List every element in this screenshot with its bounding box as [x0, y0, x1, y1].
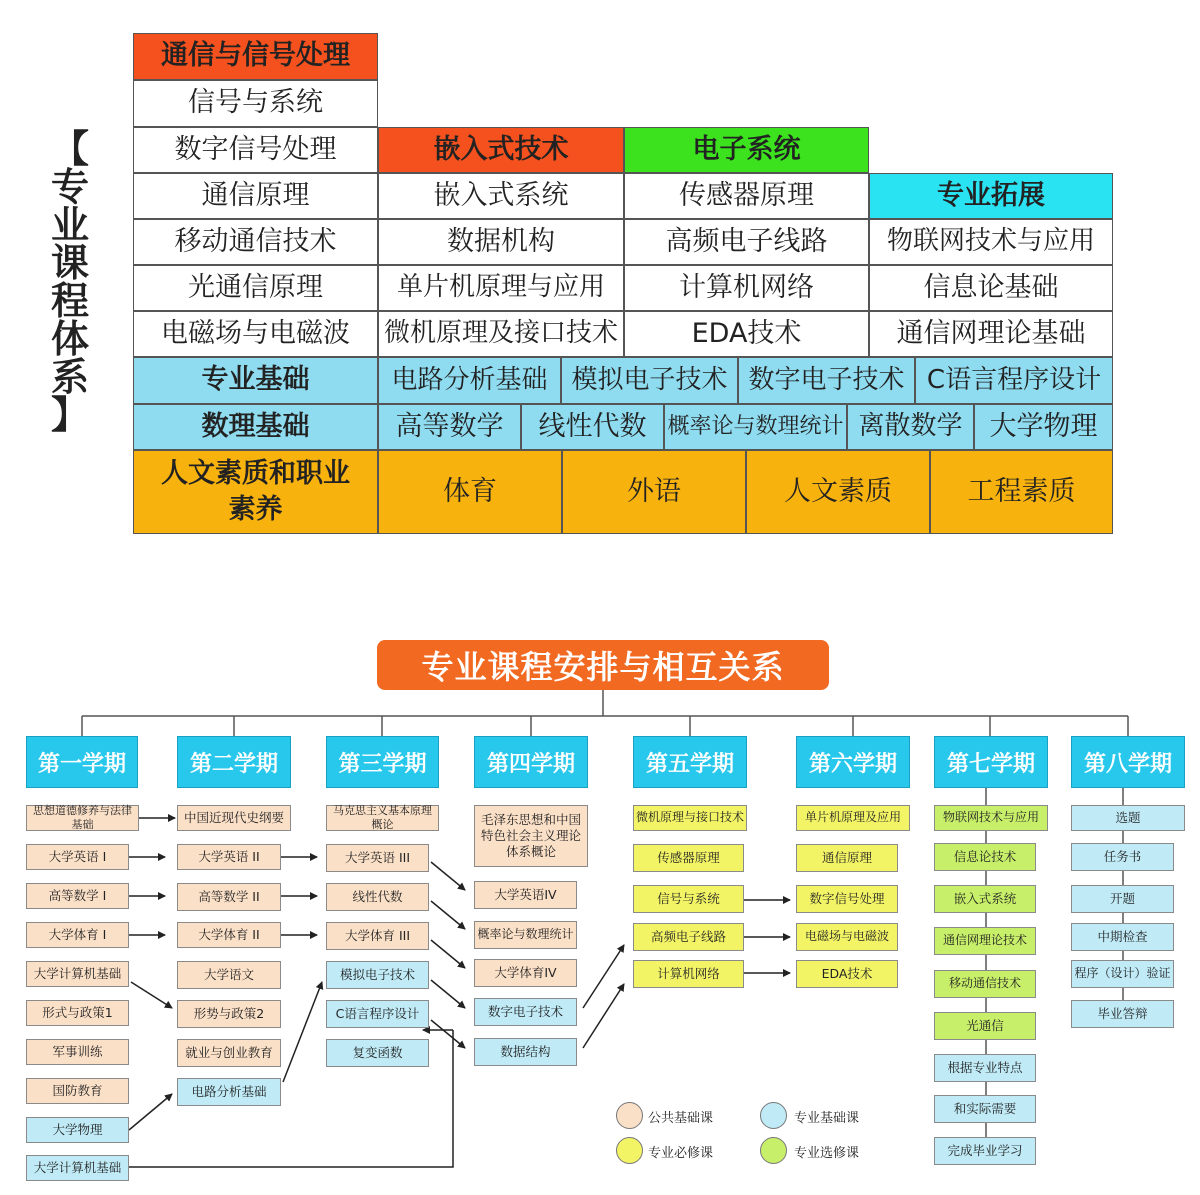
course-box: 光通信: [934, 1012, 1036, 1040]
col4-item: 信息论基础: [869, 265, 1113, 311]
col1-item: 通信原理: [133, 173, 378, 219]
humanities-item: 人文素质: [746, 450, 930, 534]
course-box: 高等数学 II: [177, 883, 281, 911]
professional-basis-item: C语言程序设计: [915, 357, 1113, 404]
course-box: 微机原理与接口技术: [633, 805, 747, 831]
semester-header: 第四学期: [474, 736, 588, 788]
course-box: 高频电子线路: [633, 923, 744, 951]
legend-label: 专业基础课: [794, 1111, 860, 1126]
course-box: 嵌入式系统: [934, 885, 1036, 913]
side-title-char: 【: [50, 127, 89, 171]
course-box: 移动通信技术: [934, 970, 1036, 998]
course-box: 开题: [1071, 885, 1174, 913]
side-title-char: 专: [50, 165, 89, 209]
col4-item: 通信网理论基础: [869, 311, 1113, 357]
semester-header: 第一学期: [26, 736, 138, 788]
math-basis-item: 高等数学: [378, 404, 521, 450]
col2-item: 单片机原理与应用: [378, 265, 624, 311]
course-box: 复变函数: [326, 1039, 429, 1067]
course-box: 电磁场与电磁波: [796, 923, 898, 951]
course-box: 电路分析基础: [177, 1078, 281, 1106]
course-box: EDA技术: [796, 960, 898, 988]
course-box: 大学计算机基础: [26, 961, 129, 987]
professional-basis-label: 专业基础: [133, 357, 378, 404]
col2-header: 嵌入式技术: [378, 127, 624, 173]
side-title-char: 课: [50, 241, 89, 285]
math-basis-item: 概率论与数理统计: [664, 404, 847, 450]
course-box: 大学英语 I: [26, 844, 129, 870]
col3-item: EDA技术: [624, 311, 869, 357]
side-title-char: 程: [50, 279, 89, 323]
semester-header: 第六学期: [796, 736, 910, 788]
course-box: 计算机网络: [633, 960, 744, 988]
course-box: 选题: [1071, 805, 1185, 831]
course-box: 形势与政策2: [177, 1000, 281, 1028]
side-title-char: 系: [50, 355, 89, 399]
course-box: 军事训练: [26, 1039, 129, 1065]
course-box: 毛泽东思想和中国特色社会主义理论体系概论: [474, 805, 588, 867]
course-box: 大学体育 II: [177, 922, 281, 948]
course-box: 和实际需要: [934, 1095, 1036, 1123]
legend-label: 专业必修课: [648, 1146, 714, 1161]
legend-label: 专业选修课: [794, 1146, 860, 1161]
course-box: 大学体育IV: [474, 959, 577, 987]
humanities-item: 外语: [562, 450, 746, 534]
semester-header: 第二学期: [177, 736, 291, 788]
legend-swatch-public: [616, 1102, 643, 1129]
math-basis-item: 线性代数: [521, 404, 664, 450]
course-box: 信息论技术: [934, 843, 1036, 871]
course-box: 思想道德修养与法律基础: [26, 805, 139, 831]
course-box: 通信原理: [796, 844, 898, 872]
semester-header: 第五学期: [633, 736, 747, 788]
course-box: 单片机原理及应用: [796, 805, 910, 831]
course-box: 数字电子技术: [474, 998, 577, 1026]
side-title-char: 】: [50, 393, 89, 437]
course-box: 大学语文: [177, 961, 281, 989]
semester-header: 第八学期: [1071, 736, 1185, 788]
humanities-item: 工程素质: [930, 450, 1113, 534]
course-box: 中国近现代史纲要: [177, 805, 291, 831]
course-box: 国防教育: [26, 1078, 129, 1104]
col1-header: 通信与信号处理: [133, 33, 378, 80]
side-title-char: 业: [50, 203, 89, 247]
humanities-label-line1: 人文素质和职业: [161, 457, 350, 489]
col1-item: 电磁场与电磁波: [133, 311, 378, 357]
course-box: 大学英语IV: [474, 881, 577, 909]
col4-item: 物联网技术与应用: [869, 219, 1113, 265]
course-box: 大学英语 III: [326, 844, 429, 872]
course-box: 通信网理论技术: [934, 927, 1036, 955]
side-title-char: 体: [50, 317, 89, 361]
math-basis-item: 离散数学: [847, 404, 974, 450]
course-box: 物联网技术与应用: [934, 805, 1048, 831]
col2-item: 数据机构: [378, 219, 624, 265]
humanities-item: 体育: [378, 450, 562, 534]
col3-item: 高频电子线路: [624, 219, 869, 265]
col1-item: 数字信号处理: [133, 127, 378, 173]
col1-item: 移动通信技术: [133, 219, 378, 265]
professional-basis-item: 数字电子技术: [738, 357, 915, 404]
semester-header: 第七学期: [934, 736, 1048, 788]
col2-item: 微机原理及接口技术: [378, 311, 624, 357]
course-box: 信号与系统: [633, 885, 744, 913]
semester-header: 第三学期: [326, 736, 439, 788]
course-box: 毕业答辩: [1071, 1000, 1174, 1028]
course-box: 形式与政策1: [26, 1000, 129, 1026]
col3-item: 计算机网络: [624, 265, 869, 311]
legend-swatch-required: [616, 1137, 643, 1164]
course-box: 大学体育 III: [326, 922, 429, 950]
course-box: 概率论与数理统计: [474, 921, 577, 949]
col1-item: 光通信原理: [133, 265, 378, 311]
col1-item: 信号与系统: [133, 80, 378, 127]
diagram-title: 专业课程安排与相互关系: [377, 640, 829, 690]
course-box: 大学计算机基础: [26, 1155, 129, 1181]
course-box: 线性代数: [326, 883, 429, 911]
math-basis-item: 大学物理: [974, 404, 1113, 450]
legend-swatch-elective: [760, 1137, 787, 1164]
math-basis-label: 数理基础: [133, 404, 378, 450]
col3-header: 电子系统: [624, 127, 869, 173]
course-box: 大学体育 I: [26, 922, 129, 948]
humanities-label-line2: 素养: [228, 494, 283, 525]
col3-item: 传感器原理: [624, 173, 869, 219]
course-box: 传感器原理: [633, 844, 744, 872]
course-box: 就业与创业教育: [177, 1039, 281, 1067]
course-box: 大学物理: [26, 1117, 129, 1143]
legend-label: 公共基础课: [648, 1111, 714, 1126]
course-box: 高等数学 I: [26, 883, 129, 909]
course-box: 数字信号处理: [796, 885, 898, 913]
professional-basis-item: 电路分析基础: [378, 357, 561, 404]
course-box: 马克思主义基本原理概论: [326, 805, 439, 831]
course-box: 任务书: [1071, 843, 1174, 871]
course-box: C语言程序设计: [326, 1000, 429, 1028]
course-box: 数据结构: [474, 1038, 577, 1066]
course-box: 大学英语 II: [177, 844, 281, 870]
course-box: 中期检查: [1071, 923, 1174, 951]
col2-item: 嵌入式系统: [378, 173, 624, 219]
col4-header: 专业拓展: [869, 173, 1113, 219]
course-box: 程序（设计）验证: [1071, 960, 1174, 988]
legend-swatch-basic: [760, 1102, 787, 1129]
course-box: 完成毕业学习: [934, 1137, 1036, 1165]
course-box: 模拟电子技术: [326, 961, 429, 989]
course-box: 根据专业特点: [934, 1054, 1036, 1082]
professional-basis-item: 模拟电子技术: [561, 357, 738, 404]
